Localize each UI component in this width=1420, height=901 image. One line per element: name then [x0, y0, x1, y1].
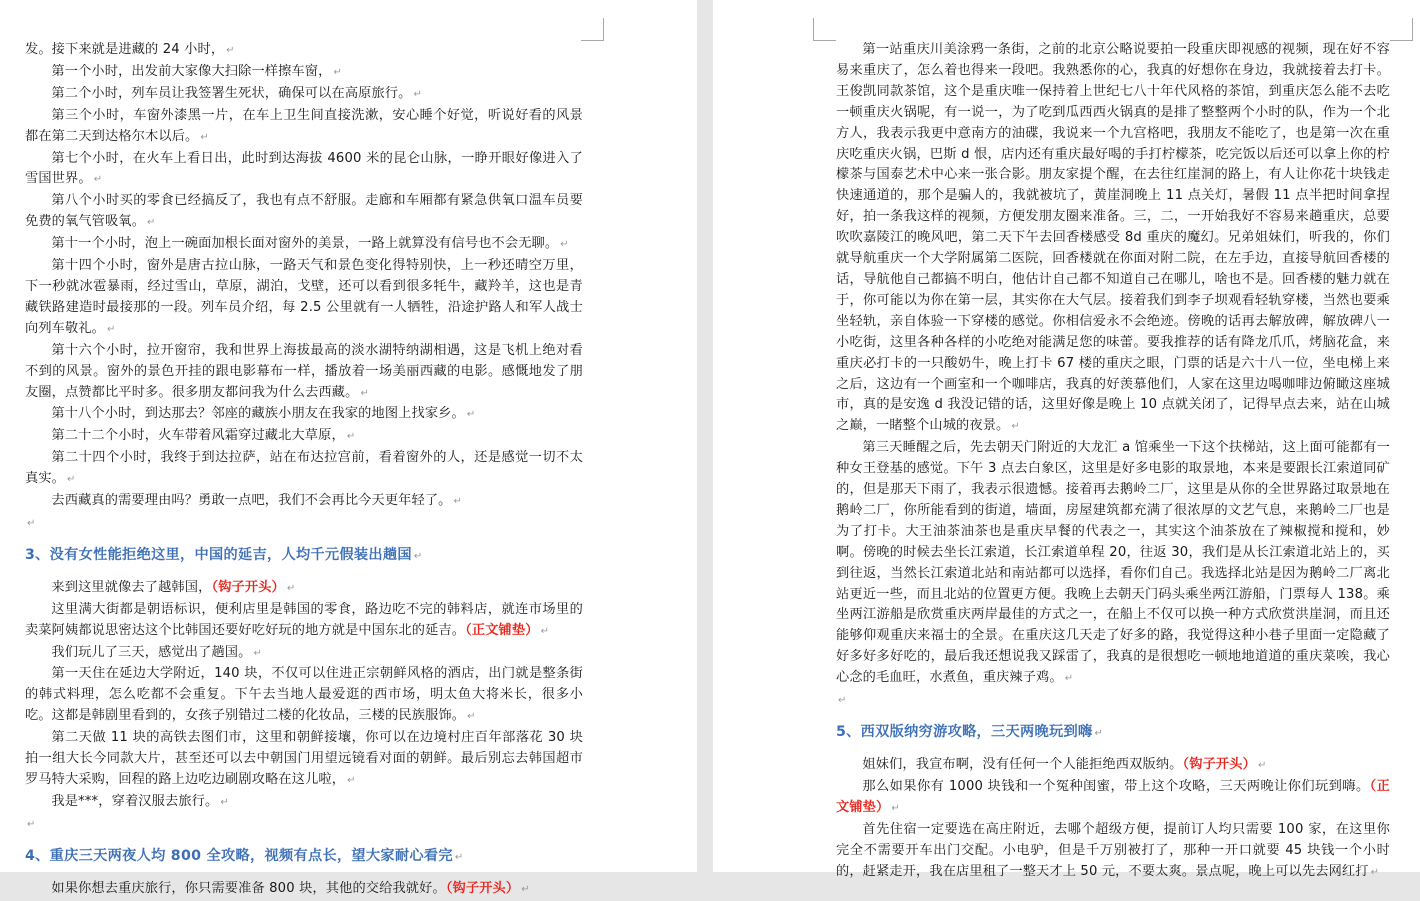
- paragraph-text: 来到这里就像去了越韩国，: [51, 579, 212, 595]
- paragraph-text: 发。接下来就是进藏的 24 小时，: [25, 42, 225, 57]
- paragraph-text: 第一站重庆川美涂鸦一条街，之前的北京公略说要拍一段重庆即视感的视频，现在好不容易来重庆了，怎么着也得来一段吧。我熟悉你的心，我真的好想你在身边，我就接着去打卡。王俊凯同款茶馆，这个是重庆唯一保持着上世纪七八十年代风格的茶馆，到重庆怎么能不去吃一顿重庆火锅呢，有一说一，为了吃到瓜西西火锅真的是排了整整两个小时的队，作为一个北方人，我表示我更中意南方的油碟，我说来一个九宫格吧，我朋友不能吃了，也是第一次在重庆吃重庆火锅，巴斯 d 恨，店内还有重庆最好喝的手打柠檬茶，吃完饭以后还可以拿上你的柠檬茶与国泰艺术中心来一张合影。朋友家提个醒，在去往红崖洞的路上，有人让你花十块钱走快速通道的，那个是骗人的，我就被坑了，黄崖洞晚上 11 点关灯，暑假 11 点半把时间拿捏好，拍一条我这样的视频，方便发朋友圈来准备。三，二，一开始我好不容易来趟重庆，总要吹吹嘉陵江的晚风吧，第二天下午去回香楼感受 8d 重庆的魔幻。兄弟姐妹们，听我的，你们就导航重庆一个大学附属第二医院，回香楼就在你面对附二院，在左手边，直接导航回香楼的话，导航他自己都搞不明白，他估计自己都不知道自己在哪儿，啥也不是。回香楼的魅力就在于，你可能以为你在第一层，其实你在大气层。接着我们到李子坝观看轻轨穿楼，当然也要乘坐轻轨，亲自体验一下穿楼的感觉。你相信爱永不会绝迹。傍晚的话再去解放碑，解放碑八一小吃街，这里各种各样的小吃绝对能满足您的味蕾。要我推荐的话有降龙爪爪，烤脑花盒，来重庆必打卡的一只酸奶牛，晚上打卡 67 楼的重庆之眼，门票的话是六十八一位，坐电梯上来之后，这边有一个画室和一个咖啡店，我真的好羡慕他们，人家在这里边喝咖啡边俯瞰这座城市，真的是安逸 d 我没记错的话，这里好像是晚上 10 点就关闭了，记得早点去来，站在山城之巅，一睹整个山城的夜景。: [836, 42, 1390, 434]
- annotation-tag: （钩子开头）: [1182, 756, 1256, 772]
- section-heading: 5、西双版纳穷游攻略，三天两晚玩到嗨 ↵: [836, 721, 1390, 745]
- paragraph-text: 这里满大街都是朝语标识，便利店里是韩国的零食，路边吃不完的韩料店，就连市场里的卖菜阿姨都说思密达这个比韩国还要好吃好玩的地方就是中国东北的延吉。: [25, 601, 583, 638]
- paragraph: [25, 106, 583, 149]
- page-text-left[interactable]: [25, 40, 583, 901]
- empty-paragraph: [25, 814, 583, 835]
- paragraph: [25, 256, 583, 341]
- paragraph-text: 第二十二个小时，火车带着风霜穿过藏北大草原，: [51, 428, 345, 444]
- paragraph-text: 第十八个小时，到达那去？邻座的藏族小朋友在我家的地图上找家乡。: [51, 406, 465, 422]
- document-page-right: [713, 0, 1420, 879]
- document-page-left: [0, 0, 697, 896]
- empty-paragraph: [25, 513, 583, 534]
- annotation-tag: （钩子开头）: [445, 880, 520, 896]
- paragraph: [25, 643, 583, 665]
- paragraph-text: 第二十四个小时，我终于到达拉萨，站在布达拉宫前，看着窗外的人，还是感觉一切不太真实。: [25, 450, 583, 487]
- paragraph-text: 姐妹们，我宣布啊，没有任何一个人能拒绝西双版纳。: [862, 756, 1183, 772]
- paragraph-text: 第二天做 11 块的高铁去图们市，这里和朝鲜接壤，你可以在边境村庄百年部落花 30 块拍一组大长今同款大片，甚至还可以去中朝国门用望远镜看对面的朝鲜。最后别忘去韩国超市罗马特大采购，回程的路上边吃边刷剧攻略在这儿啦，: [25, 730, 583, 787]
- paragraph: [25, 664, 583, 728]
- paragraph: [25, 191, 583, 234]
- annotation-tag: （正文铺垫）: [836, 778, 1390, 815]
- paragraph: [25, 40, 583, 62]
- paragraph: [25, 426, 583, 448]
- annotation-tag: （正文铺垫）: [465, 622, 539, 638]
- annotation-tag: （钩子开头）: [211, 579, 285, 595]
- paragraph-text: 第三个小时，车窗外漆黑一片，在车上卫生间直接洗漱，安心睡个好觉，听说好看的风景都在第二天到达格尔木以后。: [25, 107, 583, 144]
- paragraph-text: 第一天住在延边大学附近，140 块，不仅可以住进正宗朝鲜风格的酒店，出门就是整条街的韩式料理，怎么吃都不会重复。下午去当地人最爱逛的西市场，明太鱼大将米长，很多小吃。这都是韩剧里看到的，女孩子别错过二楼的化妆品，三楼的民族服饰。: [25, 666, 583, 724]
- margin-corner-mark: [1390, 18, 1413, 41]
- paragraph-text: 去西藏真的需要理由吗？勇敢一点吧，我们不会再比今天更年轻了。: [51, 493, 452, 509]
- paragraph-text: 第十六个小时，拉开窗帘，我和世界上海拔最高的淡水湖特纳湖相遇，这是飞机上绝对看不到的风景。窗外的景色开挂的跟电影幕布一样，播放着一场美丽西藏的电影。感慨地发了朋友圈，点赞都比平时多。很多朋友都问我为什么去西藏。: [25, 342, 583, 400]
- paragraph: [25, 149, 583, 192]
- section-heading: 3、没有女性能拒绝这里，中国的延吉，人均千元假装出趟国 ↵: [25, 544, 583, 568]
- paragraph-text: 第十一个小时，泡上一碗面加根长面对窗外的美景，一路上就算没有信号也不会无聊。: [51, 236, 559, 252]
- paragraph-text: 第七个小时，在火车上看日出，此时到达海拔 4600 米的昆仑山脉，一睁开眼好像进入了雪国世界。: [25, 150, 583, 187]
- paragraph: [25, 578, 583, 600]
- paragraph: [836, 777, 1390, 820]
- paragraph: [25, 792, 583, 814]
- paragraph-text: 第十四个小时，窗外是唐古拉山脉，一路天气和景色变化得特别快，上一秒还晴空万里，下一秒就冰雹暴雨，经过雪山，草原，湖泊，戈壁，还可以看到很多牦牛，藏羚羊，这也是青藏铁路建造时最接那的一段。列车员介绍，每 2.5 公里就有一人牺牲，沿途护路人和军人战士向列车敬礼。: [25, 258, 583, 336]
- margin-corner-mark: [581, 18, 604, 41]
- page-gutter: [697, 0, 713, 872]
- paragraph-text: 那么如果你有 1000 块钱和一个冤种闺蜜，带上这个攻略，三天两晚让你们玩到嗨。: [862, 778, 1370, 794]
- paragraph-text: 我是***，穿着汉服去旅行。: [51, 793, 219, 809]
- paragraph: [25, 879, 583, 901]
- paragraph: [25, 728, 583, 792]
- paragraph-text: 我们玩儿了三天，感觉出了趟国。: [51, 644, 252, 660]
- paragraph: [836, 755, 1390, 777]
- paragraph: [25, 84, 583, 106]
- section-heading: 4、重庆三天两夜人均 800 全攻略，视频有点长，望大家耐心看完 ↵: [25, 845, 583, 869]
- paragraph: [25, 491, 583, 513]
- paragraph: [25, 62, 583, 84]
- paragraph: [836, 40, 1390, 438]
- paragraph-text: 第一个小时，出发前大家像大扫除一样擦车窗，: [51, 63, 332, 79]
- paragraph-text: 第二个小时，列车员让我签署生死状，确保可以在高原旅行。: [51, 85, 412, 101]
- paragraph-text: 第三天睡醒之后，先去朝天门附近的大龙汇 a 馆乘坐一下这个扶梯站，这上面可能都有一种女王登基的感觉。下午 3 点去白象区，这里是好多电影的取景地，本来是要跟长江索道同矿的，但是那天下雨了，我表示很遗憾。接着再去鹅岭二厂，这里是从你的全世界路过取景地在鹅岭二厂，你所能看到的街道，墙面，房屋建筑都充满了很浓厚的文艺气息，来鹅岭二厂也是为了打卡。大王油茶油茶也是重庆早餐的代表之一，其实这个油茶放在了辣椒搅和搅和，妙啊。傍晚的时候去坐长江索道，长江索道单程 20，往返 30，我们是从长江索道北站上的，买到往返，当然长江索道北站和南站都可以选择，看你们自己。我选择北站是因为鹅岭二厂离北站更近一些，而且北站的位置更方便。我晚上去朝天门码头乘坐两江游船，门票每人 138。乘坐两江游船是欣赏重庆两岸最佳的方式之一，在船上不仅可以换一种方式欣赏洪崖洞，而且还能够仰观重庆来福士的全景。在重庆这几天走了好多的路，我觉得这种小巷子里面一定隐藏了好多好多好吃的，最后我还想说我又踩雷了，我真的是很想吃一顿地地道道的重庆菜唉，我心心念的毛血旺，水煮鱼，重庆辣子鸡。: [836, 440, 1390, 686]
- paragraph: [836, 820, 1390, 884]
- paragraph: [25, 600, 583, 643]
- page-text-right[interactable]: [836, 40, 1390, 883]
- paragraph: [25, 448, 583, 491]
- paragraph-text: 如果你想去重庆旅行，你只需要准备 800 块，其他的交给我就好。: [51, 880, 446, 896]
- paragraph: [25, 341, 583, 405]
- paragraph: [25, 234, 583, 256]
- empty-paragraph: [836, 690, 1390, 711]
- paragraph-text: 第八个小时买的零食已经搞反了，我也有点不舒服。走廊和车厢都有紧急供氧口温车员要免费的氧气管吸氧。: [25, 193, 583, 230]
- paragraph-text: 首先住宿一定要选在高庄附近，去哪个超级方便，提前订人均只需要 100 家，在这里你完全不需要开车出门交配。小电驴，但是千万别被打了，那种一开口就要 45 块钱一个小时的，赶紧走开，我在店里租了一整天才上 50 元，不要太爽。景点呢，晚上可以先去网红打: [836, 821, 1390, 879]
- paragraph: [836, 438, 1390, 690]
- paragraph: [25, 404, 583, 426]
- margin-corner-mark: [813, 18, 836, 41]
